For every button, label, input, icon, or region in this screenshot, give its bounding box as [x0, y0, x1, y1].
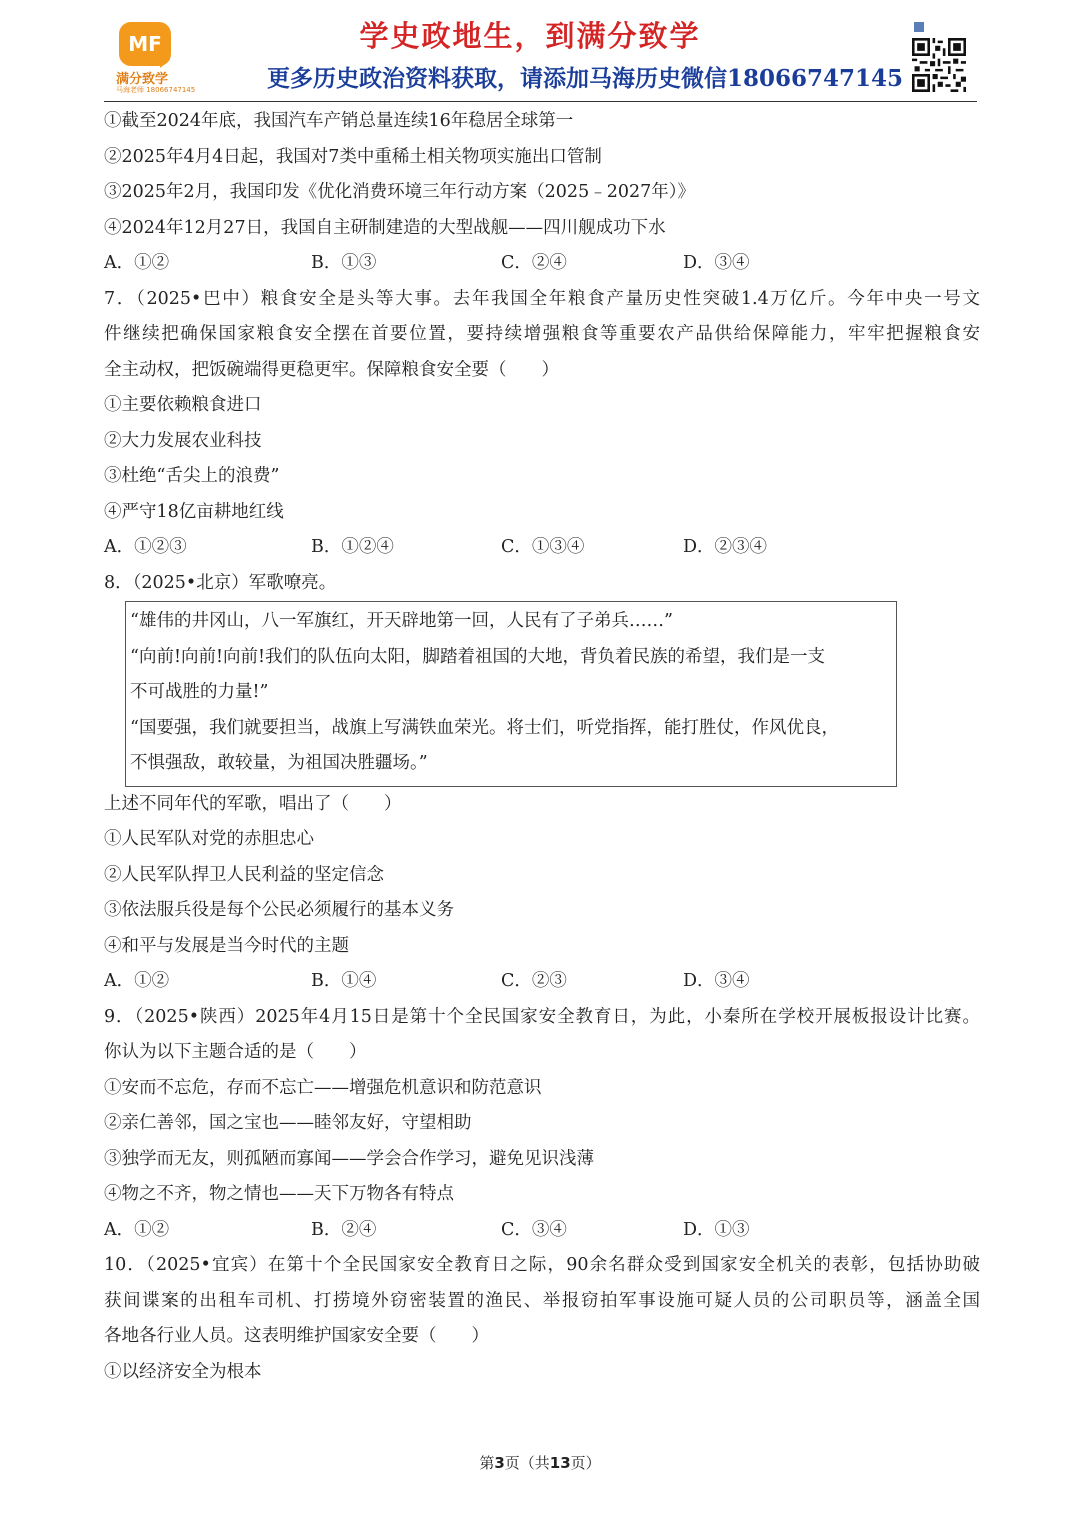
q7-option-a[interactable]: A．①②③ — [104, 537, 187, 557]
q7-stem-line-2: 件继续把确保国家粮食安全摆在首要位置，要持续增强粮食等重要农产品供给保障能力，牢牢把握粮食安 — [104, 324, 980, 344]
q8-item-1: ①人民军队对党的赤胆忠心 — [104, 829, 314, 849]
logo-subtitle: 马海老师 18066747145 — [116, 86, 196, 94]
qr-code-icon — [912, 38, 966, 92]
header-divider — [104, 101, 977, 102]
q8-option-a[interactable]: A．①② — [104, 971, 170, 991]
q6-option-b[interactable]: B．①③ — [311, 253, 377, 273]
q6-item-1: ①截至2024年底，我国汽车产销总量连续16年稳居全球第一 — [104, 111, 574, 131]
q6-option-c[interactable]: C．②④ — [501, 253, 567, 273]
q7-item-2: ②大力发展农业科技 — [104, 430, 262, 451]
q7-item-1: ①主要依赖粮食进口 — [104, 395, 262, 415]
page-header — [0, 0, 1080, 104]
q8-lyric-3-cont: 不惧强敌，敢较量，为祖国决胜疆场。” — [130, 753, 428, 773]
exam-content — [104, 104, 980, 1390]
q6-options — [104, 246, 980, 282]
q8-lyric-3: “国要强，我们就要担当，战旗上写满铁血荣光。将士们，听党指挥，能打胜仗，作风优良， — [130, 717, 839, 738]
page-footer — [0, 1452, 1080, 1473]
header-slogan: 学史政地生，到满分致学 — [359, 19, 701, 53]
q7-options — [104, 530, 980, 566]
q8-item-3: ③依法服兵役是每个公民必须履行的基本义务 — [104, 900, 454, 920]
qr-code-block — [912, 22, 968, 94]
q7-stem-line-3: 全主动权，把饭碗端得更稳更牢。保障粮食安全要（ ） — [104, 359, 559, 380]
q8-question: 上述不同年代的军歌，唱出了（ ） — [104, 793, 402, 814]
q9-stem-line-1: 9．（2025•陕西）2025年4月15日是第十个全民国家安全教育日，为此，小秦所在学校开展板报设计比赛。 — [104, 1006, 980, 1027]
q10-item-1: ①以经济安全为根本 — [104, 1361, 262, 1382]
footer-total-pages: 13 — [549, 1454, 571, 1472]
q7-stem-line-1: 7．（2025•巴中）粮食安全是头等大事。去年我国全年粮食产量历史性突破1.4万亿斤。今年中央一号文 — [104, 288, 980, 309]
q9-item-4: ④物之不齐，物之情也——天下万物各有特点 — [104, 1184, 454, 1204]
q8-item-4: ④和平与发展是当今时代的主题 — [104, 935, 349, 956]
logo-badge: MF — [119, 22, 171, 66]
q9-options — [104, 1213, 980, 1249]
footer-prefix: 第 — [479, 1454, 495, 1472]
q8-option-c[interactable]: C．②③ — [501, 971, 567, 991]
q8-item-2: ②人民军队捍卫人民利益的坚定信念 — [104, 864, 384, 885]
q7-option-b[interactable]: B．①②④ — [311, 537, 394, 557]
q8-lyric-1: “雄伟的井冈山，八一军旗红，开天辟地第一回，人民有了子弟兵……” — [130, 611, 673, 631]
q8-lyrics-box — [125, 601, 897, 787]
logo-bubble-tail — [160, 56, 170, 68]
q9-item-1: ①安而不忘危，存而不忘亡——增强危机意识和防范意识 — [104, 1077, 542, 1098]
q8-lyric-2-cont: 不可战胜的力量!” — [130, 682, 269, 702]
q6-option-d[interactable]: D．③④ — [683, 253, 750, 273]
q9-stem-line-2: 你认为以下主题合适的是（ ） — [104, 1042, 367, 1062]
qr-thumbnail-icon — [914, 22, 924, 32]
q9-option-a[interactable]: A．①② — [104, 1219, 170, 1240]
q7-item-4: ④严守18亿亩耕地红线 — [104, 501, 284, 522]
q6-item-3: ③2025年2月，我国印发《优化消费环境三年行动方案（2025﹣2027年）》 — [104, 182, 695, 202]
q9-option-b[interactable]: B．②④ — [311, 1219, 377, 1240]
q8-option-d[interactable]: D．③④ — [683, 971, 750, 991]
q6-item-4: ④2024年12月27日，我国自主研制建造的大型战舰——四川舰成功下水 — [104, 217, 666, 238]
q10-stem-line-1: 10．（2025•宜宾）在第十个全民国家安全教育日之际，90余名群众受到国家安全机关的表彰，包括协助破 — [104, 1255, 980, 1275]
footer-mid: 页（共 — [504, 1454, 550, 1472]
footer-page-number: 3 — [494, 1454, 505, 1472]
q9-option-c[interactable]: C．③④ — [501, 1219, 567, 1240]
q7-option-d[interactable]: D．②③④ — [683, 537, 768, 557]
q6-item-2: ②2025年4月4日起，我国对7类中重稀土相关物项实施出口管制 — [104, 146, 602, 167]
q9-item-3: ③独学而无友，则孤陋而寡闻——学会合作学习，避免见识浅薄 — [104, 1148, 594, 1169]
q7-item-3: ③杜绝“舌尖上的浪费” — [104, 466, 280, 486]
q10-stem-line-3: 各地各行业人员。这表明维护国家安全要（ ） — [104, 1326, 489, 1346]
q9-option-d[interactable]: D．①③ — [683, 1219, 750, 1240]
footer-suffix: 页） — [570, 1454, 601, 1472]
logo-name: 满分致学 — [116, 72, 169, 87]
q8-stem: 8．（2025•北京）军歌嘹亮。 — [104, 572, 337, 593]
q7-option-c[interactable]: C．①③④ — [501, 537, 585, 557]
q8-option-b[interactable]: B．①④ — [311, 971, 377, 991]
q9-item-2: ②亲仁善邻，国之宝也——睦邻友好，守望相助 — [104, 1113, 472, 1133]
q8-options — [104, 964, 980, 1000]
brand-logo — [116, 22, 196, 94]
q6-option-a[interactable]: A．①② — [104, 253, 170, 273]
header-contact: 更多历史政治资料获取，请添加马海历史微信18066747145 — [266, 65, 904, 92]
q10-stem-line-2: 获间谍案的出租车司机、打捞境外窃密装置的渔民、举报窃拍军事设施可疑人员的公司职员等，涵盖全国 — [104, 1290, 980, 1311]
q8-lyric-2: “向前!向前!向前!我们的队伍向太阳，脚踏着祖国的大地，背负着民族的希望，我们是一支 — [130, 646, 826, 667]
